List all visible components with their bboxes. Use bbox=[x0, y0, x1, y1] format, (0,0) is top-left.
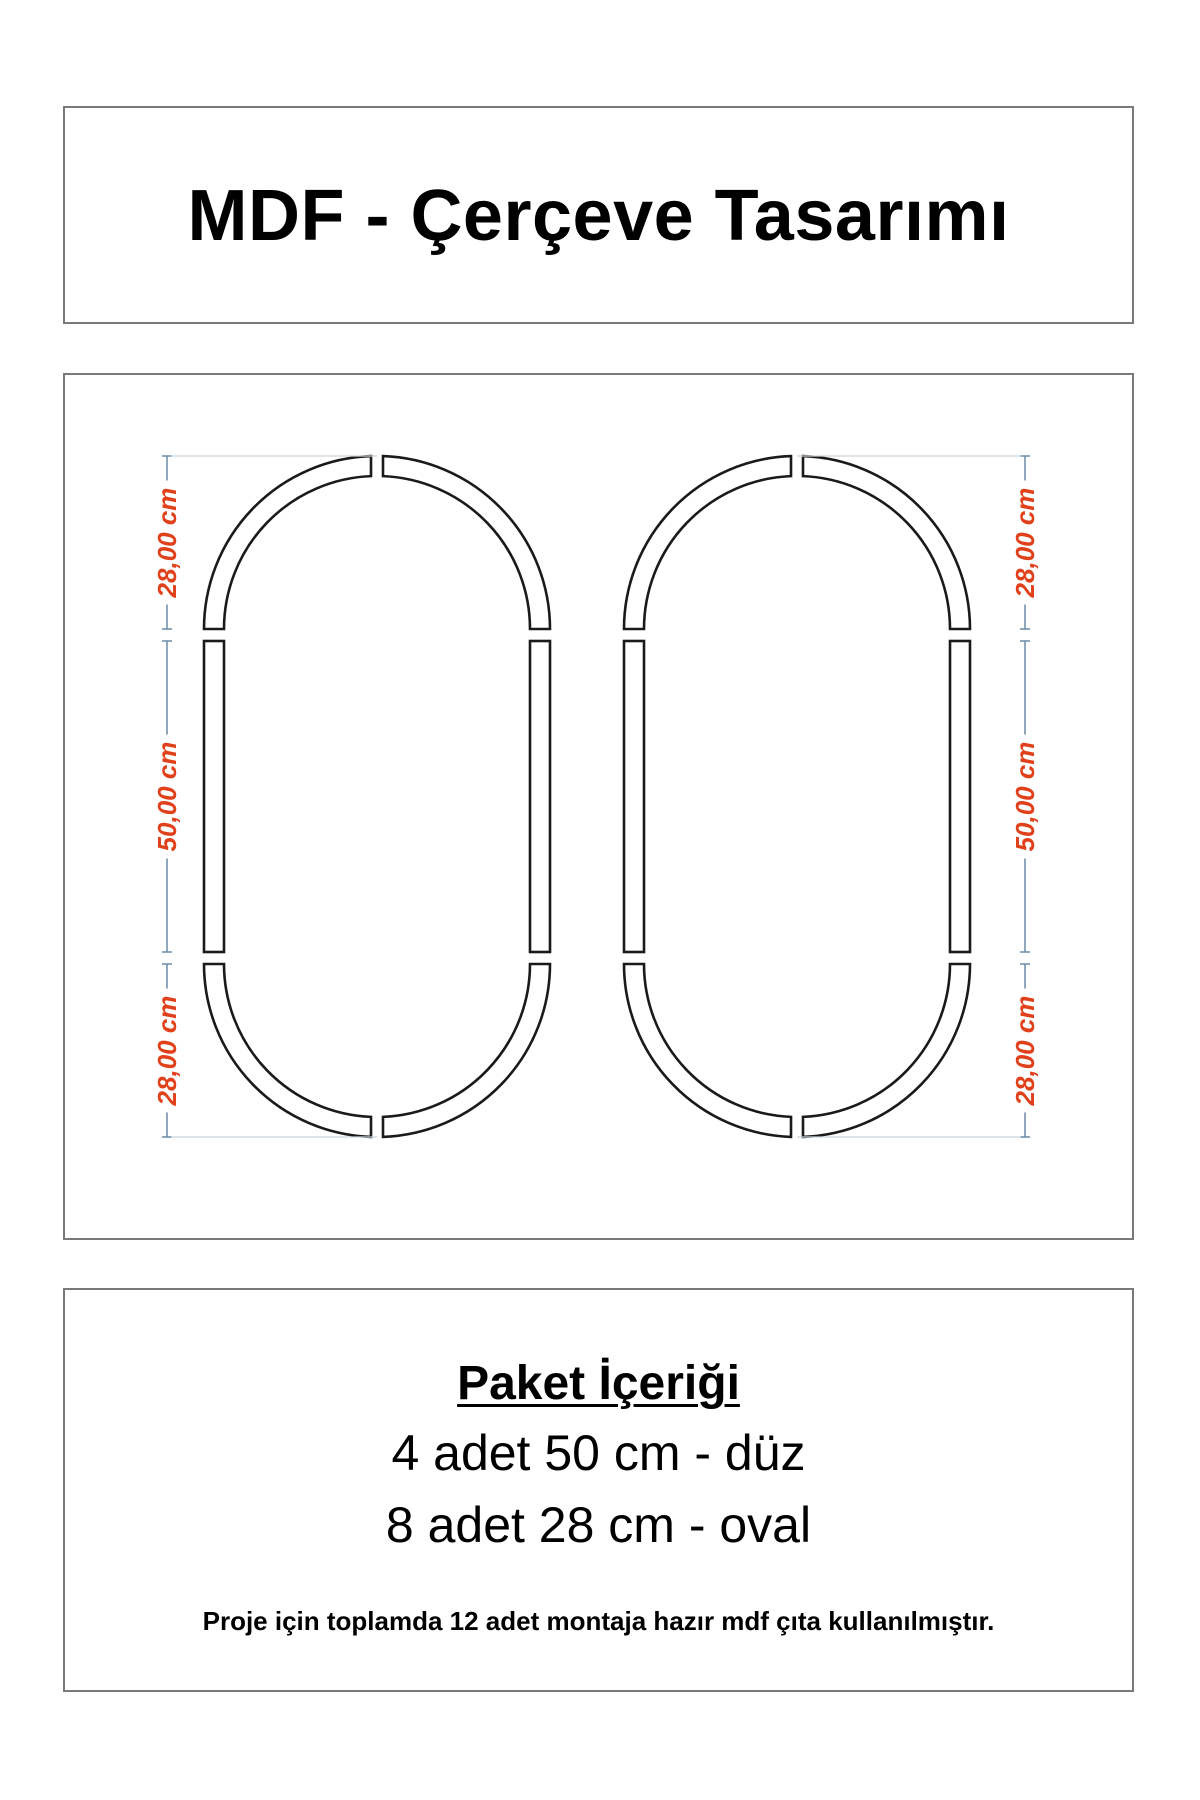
page-title: MDF - Çerçeve Tasarımı bbox=[187, 176, 1010, 256]
frame-1-straight-piece-right bbox=[530, 641, 550, 952]
frame-1-arc-piece-bottom-left bbox=[204, 964, 371, 1137]
frame-2-arc-piece-top-right bbox=[803, 456, 970, 629]
frame-1-dim-label-bottom: 28,00 cm bbox=[152, 995, 182, 1106]
frame-2-dim-label-middle: 50,00 cm bbox=[1010, 741, 1040, 852]
frame-1-arc-piece-top-left bbox=[204, 456, 371, 629]
package-line-oval: 8 adet 28 cm - oval bbox=[385, 1497, 812, 1553]
frame-2-straight-piece-left bbox=[624, 641, 644, 952]
frame-1-dim-group-bottom bbox=[152, 964, 182, 1137]
frame-1-dim-group-middle bbox=[152, 641, 182, 952]
package-contents-panel bbox=[63, 1288, 1134, 1692]
frame-1-straight-piece-left bbox=[204, 641, 224, 952]
frame-diagram bbox=[65, 375, 1132, 1238]
frame-1-dim-label-top: 28,00 cm bbox=[152, 487, 182, 598]
package-heading: Paket İçeriği bbox=[457, 1357, 740, 1410]
frame-2-dim-label-top: 28,00 cm bbox=[1010, 487, 1040, 598]
frame-2-dim-group-top bbox=[1010, 456, 1040, 629]
frame-1-dim-label-middle: 50,00 cm bbox=[152, 741, 182, 852]
package-line-straight: 4 adet 50 cm - düz bbox=[391, 1425, 806, 1481]
frame-2-arc-piece-bottom-right bbox=[803, 964, 970, 1137]
frame-2-dim-label-bottom: 28,00 cm bbox=[1010, 995, 1040, 1106]
diagram-panel bbox=[63, 373, 1134, 1240]
title-panel bbox=[63, 106, 1134, 324]
frame-1-arc-piece-top-right bbox=[383, 456, 550, 629]
frame-1-arc-piece-bottom-right bbox=[383, 964, 550, 1137]
frame-2-arc-piece-top-left bbox=[624, 456, 791, 629]
frame-2-arc-piece-bottom-left bbox=[624, 964, 791, 1137]
frame-2-straight-piece-right bbox=[950, 641, 970, 952]
frame-2-dim-group-middle bbox=[1010, 641, 1040, 952]
frame-2-dim-group-bottom bbox=[1010, 964, 1040, 1137]
frame-1-dim-group-top bbox=[152, 456, 182, 629]
package-note: Proje için toplamda 12 adet montaja hazır mdf çıta kullanılmıştır. bbox=[202, 1606, 995, 1636]
